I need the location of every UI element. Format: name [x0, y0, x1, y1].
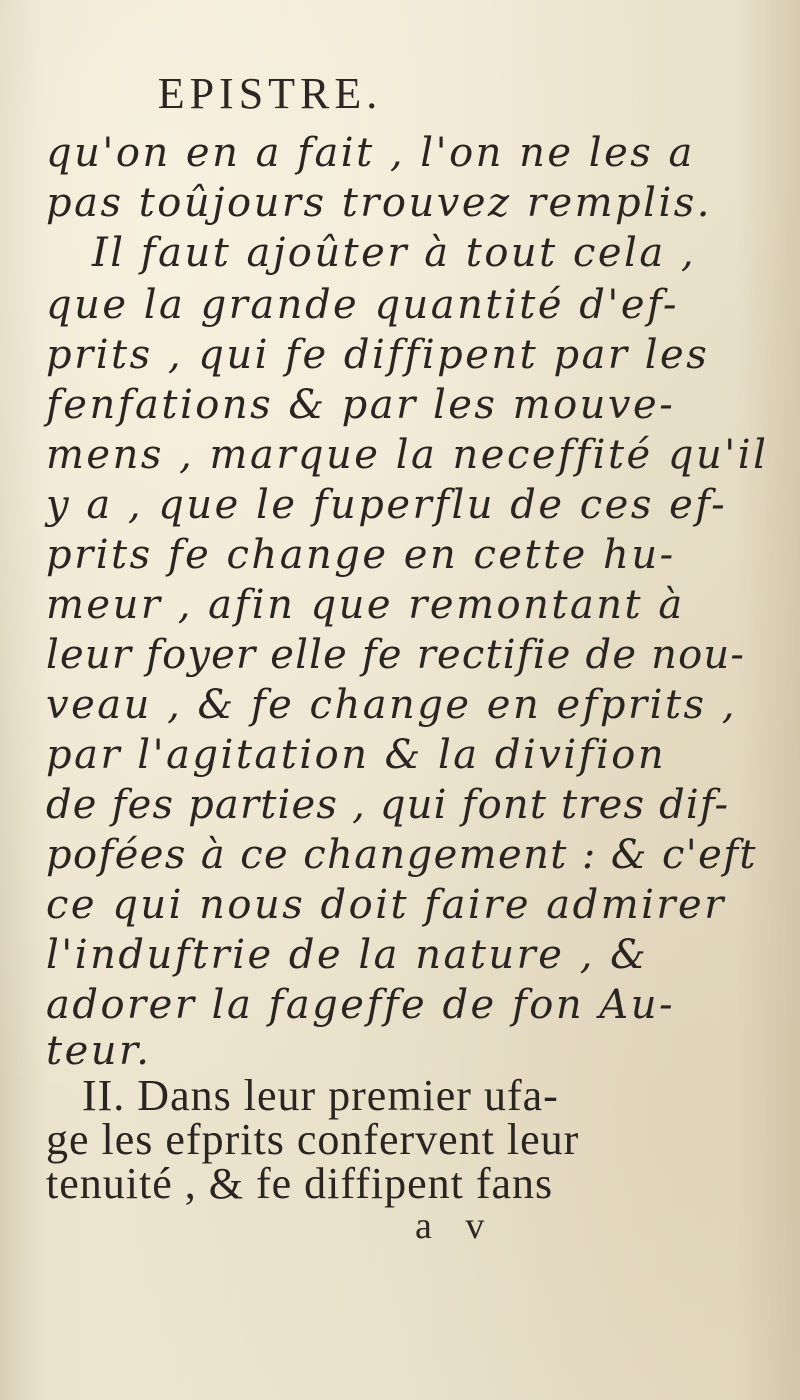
text-line: que la grande quantité d'ef-: [46, 282, 679, 328]
text-line: qu'on en a fait , l'on ne les a: [46, 130, 695, 176]
text-line: prits , qui fe diffipent par les: [46, 332, 710, 378]
text-line: meur , afin que remontant à: [46, 582, 685, 628]
text-line: pas toûjours trouvez remplis.: [46, 180, 712, 226]
text-line: mens , marque la neceffité qu'il: [46, 432, 769, 478]
signature-mark: a v: [415, 1205, 497, 1247]
text-line: II. Dans leur premier ufa-: [82, 1071, 559, 1120]
text-line: ce qui nous doit faire admirer: [46, 882, 726, 928]
text-line: teur.: [46, 1028, 152, 1074]
text-line: fenfations & par les mouve-: [46, 382, 676, 428]
text-line: adorer la fageffe de fon Au-: [46, 982, 675, 1028]
text-line: par l'agitation & la divifion: [46, 732, 667, 778]
running-head: EPISTRE.: [157, 69, 383, 118]
text-line: de fes parties , qui font tres dif-: [46, 782, 730, 828]
text-line: pofées à ce changement : & c'eft: [46, 832, 757, 878]
text-line: Il faut ajoûter à tout cela ,: [92, 230, 697, 276]
text-line: veau , & fe change en efprits ,: [46, 682, 737, 728]
text-line: l'induftrie de la nature , &: [46, 932, 649, 978]
text-line: prits fe change en cette hu-: [46, 532, 676, 578]
text-line: y a , que le fuperflu de ces ef-: [46, 482, 728, 528]
text-line: leur foyer elle fe rectifie de nou-: [46, 632, 746, 678]
text-line: ge les efprits confervent leur: [46, 1115, 580, 1164]
text-line: tenuité , & fe diffipent fans: [46, 1159, 554, 1208]
